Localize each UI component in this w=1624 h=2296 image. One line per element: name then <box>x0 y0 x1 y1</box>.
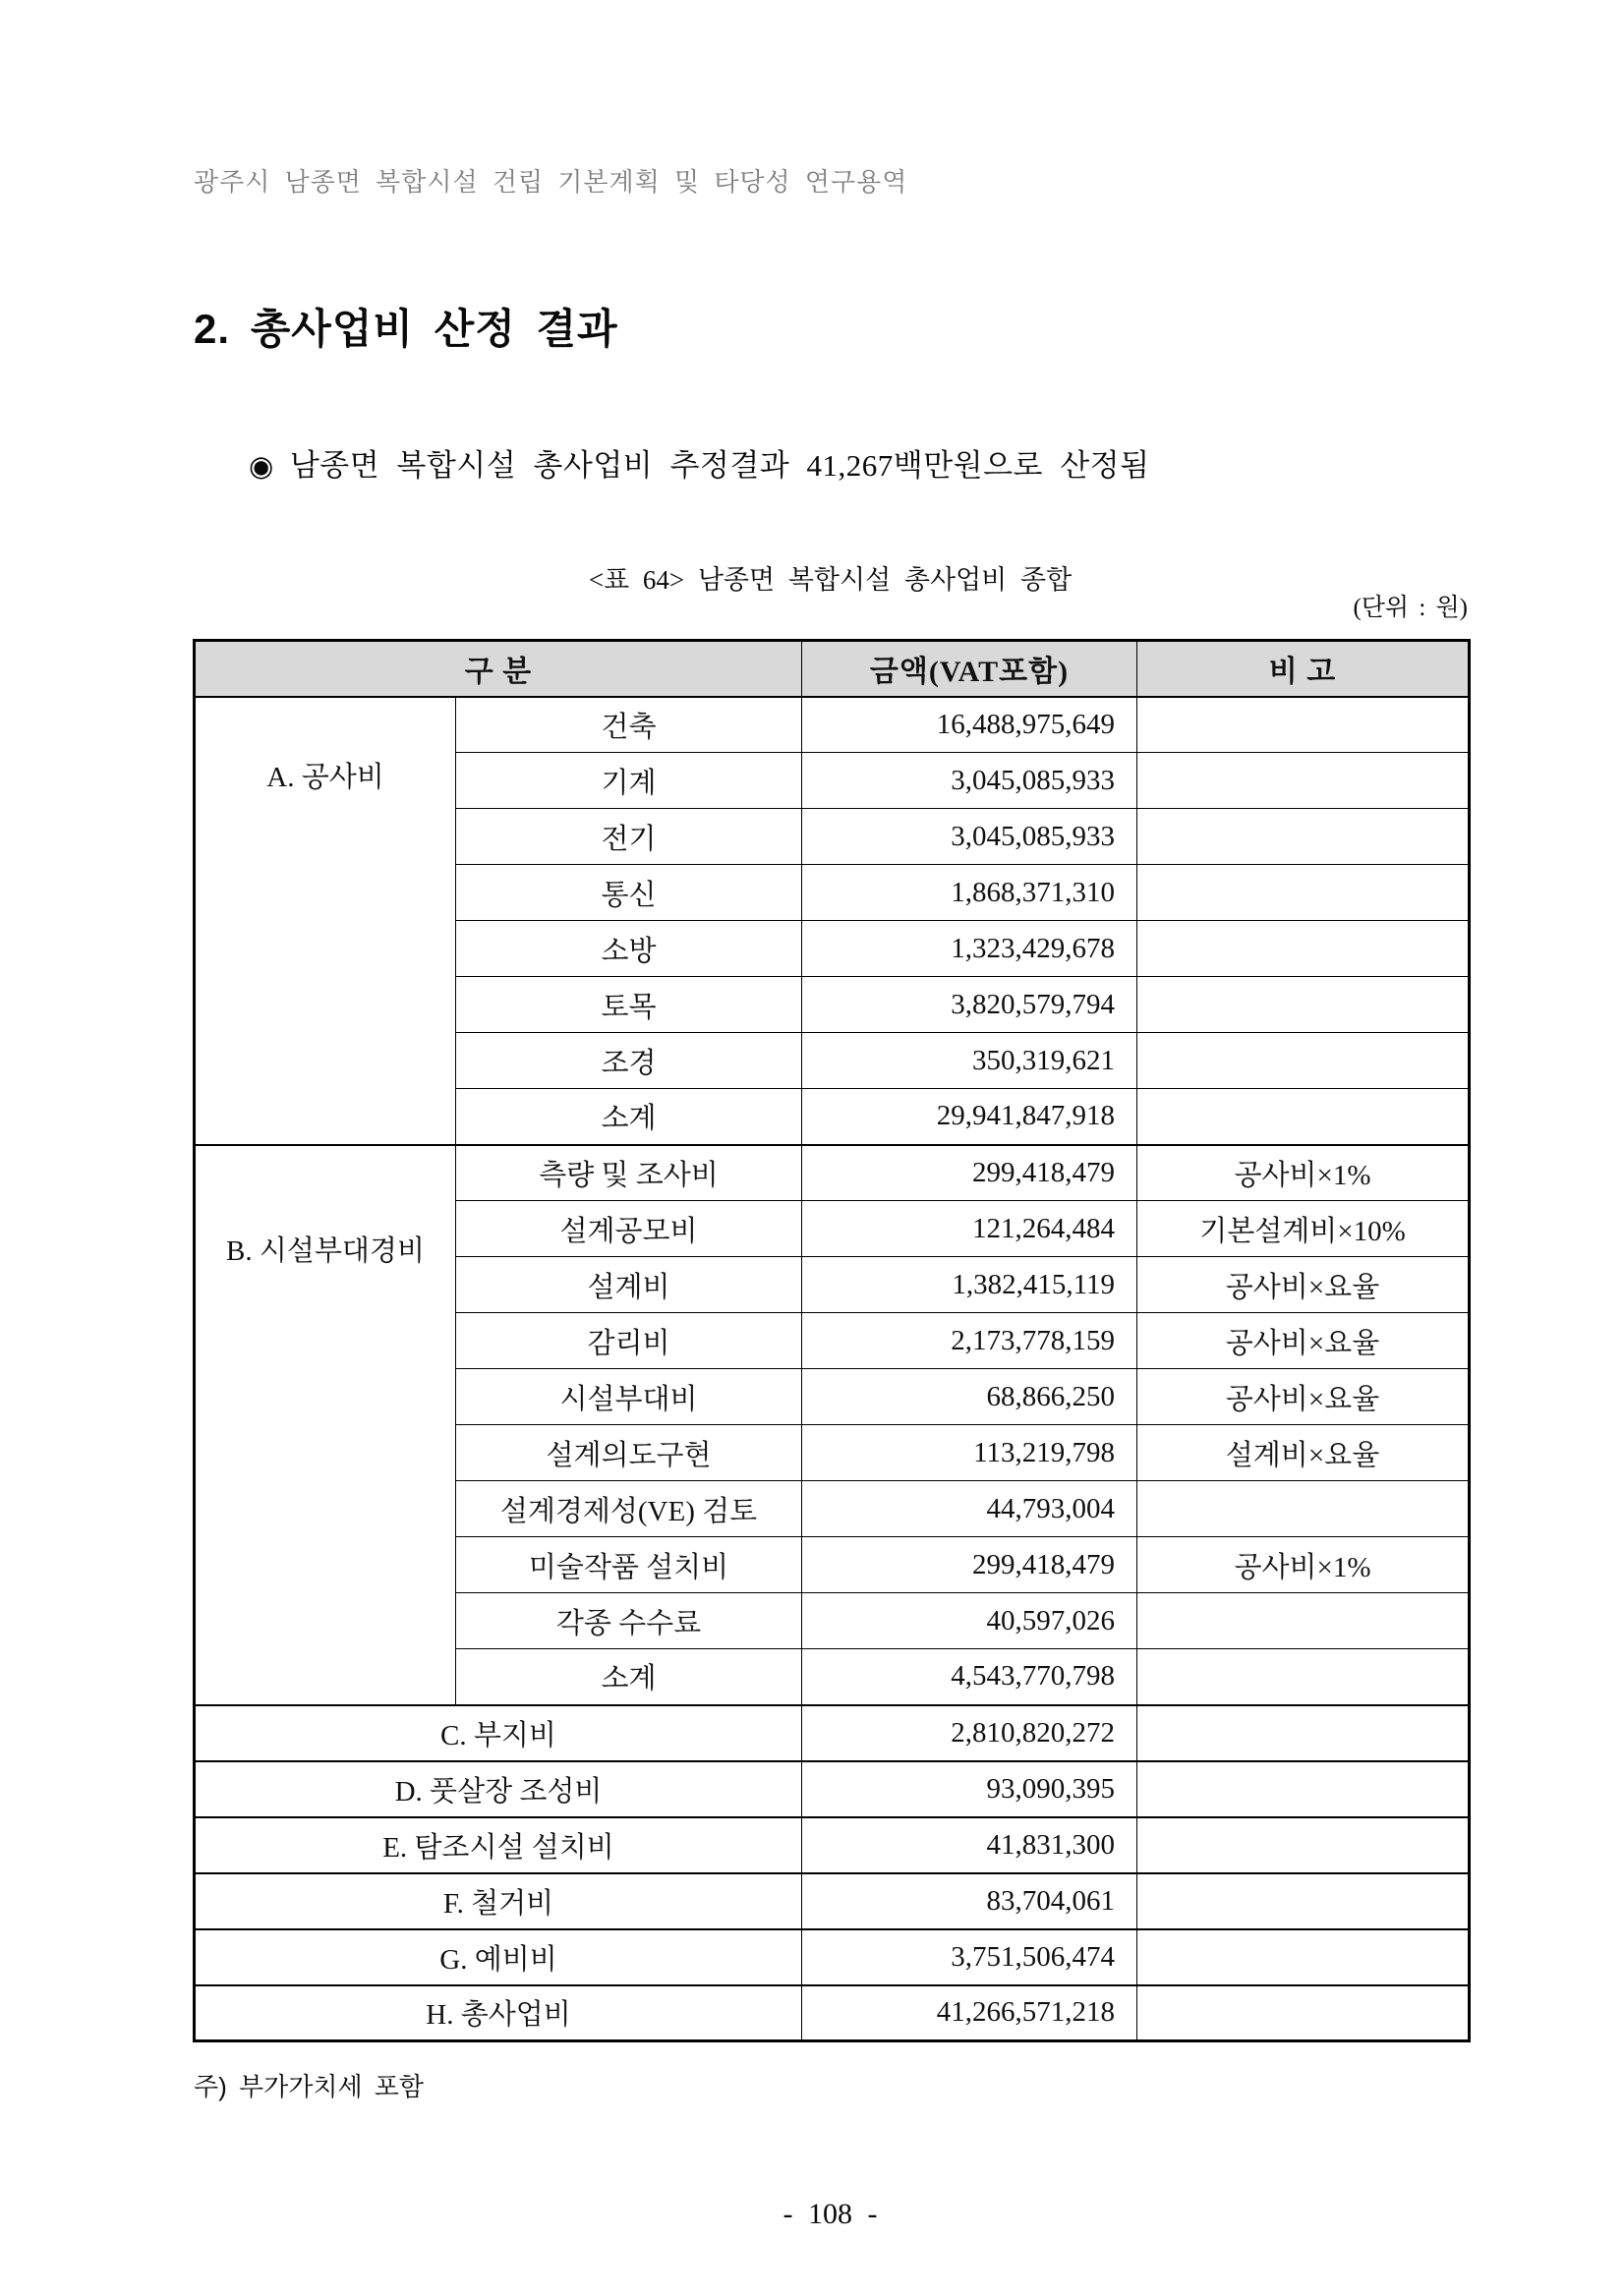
note-value <box>1137 1873 1470 1929</box>
amount-value: 83,704,061 <box>802 1873 1137 1929</box>
table-row <box>195 1985 1470 2041</box>
item-name: 소계 <box>456 1089 802 1145</box>
table-row <box>195 1817 1470 1873</box>
summary-label: F. 철거비 <box>195 1873 802 1929</box>
amount-value: 1,323,429,678 <box>802 921 1137 977</box>
table-header-row <box>195 641 1470 697</box>
table-caption: <표 64> 남종면 복합시설 총사업비 종합 <box>588 565 1073 595</box>
note-value <box>1137 753 1470 809</box>
col-header-note: 비 고 <box>1137 641 1470 697</box>
note-value <box>1137 697 1470 753</box>
summary-label: C. 부지비 <box>195 1705 802 1761</box>
note-value <box>1137 921 1470 977</box>
amount-value: 68,866,250 <box>802 1369 1137 1425</box>
note-value <box>1137 1033 1470 1089</box>
note-value <box>1137 1593 1470 1649</box>
total-project-cost-table <box>193 639 1471 2042</box>
footnote: 주) 부가가치세 포함 <box>194 2072 425 2101</box>
running-header: 광주시 남종면 복합시설 건립 기본계획 및 타당성 연구용역 <box>194 167 908 197</box>
table-row <box>195 1705 1470 1761</box>
bullet-line <box>249 440 1150 485</box>
table-row <box>195 1145 1470 1201</box>
table-row <box>195 1929 1470 1985</box>
note-value <box>1137 1985 1470 2041</box>
note-value: 공사비×요율 <box>1137 1369 1470 1425</box>
summary-label: G. 예비비 <box>195 1929 802 1985</box>
amount-value: 44,793,004 <box>802 1481 1137 1537</box>
amount-value: 3,820,579,794 <box>802 977 1137 1033</box>
item-name: 설계비 <box>456 1257 802 1313</box>
amount-value: 4,543,770,798 <box>802 1649 1137 1705</box>
amount-value: 93,090,395 <box>802 1761 1137 1817</box>
item-name: 감리비 <box>456 1313 802 1369</box>
amount-value: 41,831,300 <box>802 1817 1137 1873</box>
note-value <box>1137 809 1470 865</box>
table-row <box>195 1873 1470 1929</box>
item-name: 통신 <box>456 865 802 921</box>
note-value <box>1137 1089 1470 1145</box>
amount-value: 3,045,085,933 <box>802 753 1137 809</box>
amount-value: 3,751,506,474 <box>802 1929 1137 1985</box>
note-value <box>1137 1481 1470 1537</box>
amount-value: 299,418,479 <box>802 1537 1137 1593</box>
item-name: 설계공모비 <box>456 1201 802 1257</box>
note-value: 공사비×요율 <box>1137 1257 1470 1313</box>
amount-value: 1,868,371,310 <box>802 865 1137 921</box>
item-name: 설계의도구현 <box>456 1425 802 1481</box>
item-name: 조경 <box>456 1033 802 1089</box>
item-name: 소방 <box>456 921 802 977</box>
col-header-category: 구 분 <box>195 641 802 697</box>
group-label: B. 시설부대경비 <box>195 1145 456 1705</box>
note-value: 공사비×1% <box>1137 1145 1470 1201</box>
amount-value: 1,382,415,119 <box>802 1257 1137 1313</box>
amount-value: 350,319,621 <box>802 1033 1137 1089</box>
summary-label: D. 풋살장 조성비 <box>195 1761 802 1817</box>
item-name: 미술작품 설치비 <box>456 1537 802 1593</box>
page-number: - 108 - <box>783 2198 878 2230</box>
amount-value: 2,810,820,272 <box>802 1705 1137 1761</box>
amount-value: 2,173,778,159 <box>802 1313 1137 1369</box>
note-value <box>1137 1929 1470 1985</box>
item-name: 측량 및 조사비 <box>456 1145 802 1201</box>
amount-value: 16,488,975,649 <box>802 697 1137 753</box>
amount-value: 3,045,085,933 <box>802 809 1137 865</box>
bullet-text: 남종면 복합시설 총사업비 추정결과 41,267백만원으로 산정됨 <box>289 448 1150 483</box>
amount-value: 41,266,571,218 <box>802 1985 1137 2041</box>
col-header-amount: 금액(VAT포함) <box>802 641 1137 697</box>
note-value: 설계비×요율 <box>1137 1425 1470 1481</box>
amount-value: 113,219,798 <box>802 1425 1137 1481</box>
item-name: 건축 <box>456 697 802 753</box>
amount-value: 121,264,484 <box>802 1201 1137 1257</box>
summary-label: H. 총사업비 <box>195 1985 802 2041</box>
table-row <box>195 697 1470 753</box>
amount-value: 29,941,847,918 <box>802 1089 1137 1145</box>
note-value <box>1137 865 1470 921</box>
summary-label: E. 탐조시설 설치비 <box>195 1817 802 1873</box>
unit-label: (단위 : 원) <box>1353 595 1468 621</box>
table-row <box>195 1761 1470 1817</box>
item-name: 기계 <box>456 753 802 809</box>
note-value <box>1137 1761 1470 1817</box>
fisheye-bullet-icon: ◉ <box>249 451 274 483</box>
note-value <box>1137 977 1470 1033</box>
note-value: 기본설계비×10% <box>1137 1201 1470 1257</box>
note-value <box>1137 1817 1470 1873</box>
item-name: 전기 <box>456 809 802 865</box>
note-value: 공사비×1% <box>1137 1537 1470 1593</box>
note-value: 공사비×요율 <box>1137 1313 1470 1369</box>
amount-value: 40,597,026 <box>802 1593 1137 1649</box>
section-title: 2. 총사업비 산정 결과 <box>194 306 618 352</box>
note-value <box>1137 1705 1470 1761</box>
note-value <box>1137 1649 1470 1705</box>
amount-value: 299,418,479 <box>802 1145 1137 1201</box>
item-name: 시설부대비 <box>456 1369 802 1425</box>
item-name: 각종 수수료 <box>456 1593 802 1649</box>
item-name: 토목 <box>456 977 802 1033</box>
item-name: 소계 <box>456 1649 802 1705</box>
group-label: A. 공사비 <box>195 697 456 1145</box>
item-name: 설계경제성(VE) 검토 <box>456 1481 802 1537</box>
